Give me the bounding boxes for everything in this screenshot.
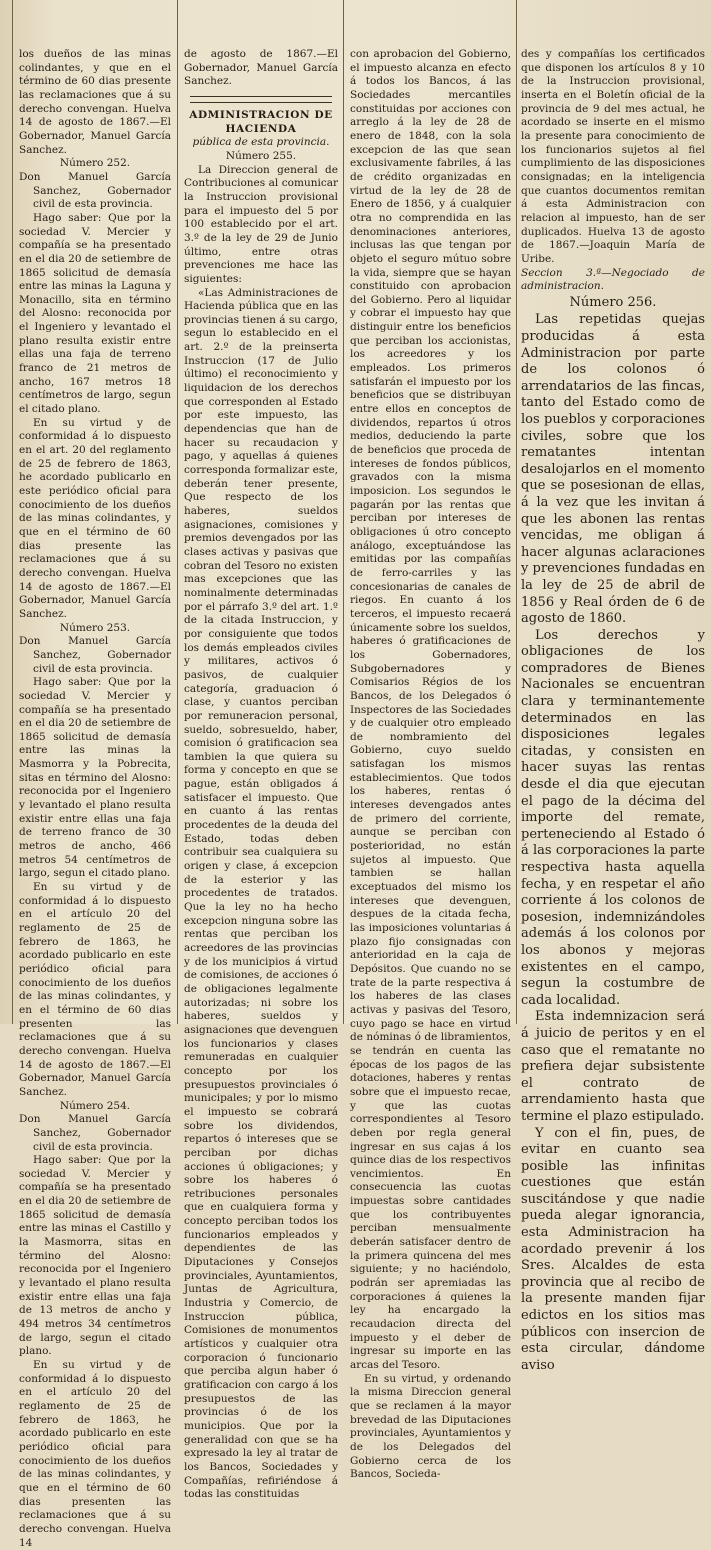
notice-number: Número 252.	[59, 157, 131, 170]
notice-number: Número 256.	[569, 294, 657, 310]
section-divider	[190, 96, 332, 103]
column-1	[19, 48, 171, 1549]
column-4-top	[521, 48, 705, 267]
column-4	[521, 48, 705, 1373]
paragraph: Las repetidas quejas producidas á esta Administracion por parte de los colonos ó arrendatarios de las fincas, tanto del Estado como de los pueblos y corporaciones civiles, sobre que los rematantes intentan desalojarlos en el momento que se posesionan de ellas, á la vez que les invitan á que les abonen las rentas vencidas, me obligan á hacer algunas aclaraciones y prevenciones fundadas en la ley de 25 de abril de 1856 y Real órden de 6 de agosto de 1860.	[521, 312, 705, 627]
notice-number: Número 254.	[59, 1099, 131, 1112]
column-rule	[516, 0, 517, 1024]
column-2-body	[184, 150, 338, 1502]
paragraph: Don Manuel García Sanchez, Gobernador civil de esta provincia.	[19, 170, 171, 211]
section-heading: ADMINISTRACION DE HACIENDA	[189, 108, 333, 135]
section-subheading: pública de esta provincia.	[192, 136, 330, 149]
paragraph: Don Manuel García Sanchez, Gobernador civil de esta provincia.	[19, 635, 171, 675]
section-title: Seccion 3.ª—Negociado de administracion.	[521, 266, 705, 293]
column-2-top	[184, 48, 338, 89]
paragraph: los dueños de las minas colindantes, y que en el término de 60 dias presente las reclamaciones que á su derecho convengan. Huelva 14 de agosto de 1867.—El Gobernador, Manuel García Sanchez.	[19, 48, 171, 156]
paragraph: Hago saber: Que por la sociedad V. Mercier y compañía se ha presentado en el dia 20 de setiembre de 1865 solicitud de demasía entre las minas la Masmorra y la Pobrecita, sitas en término del Alosno: reconocida por el Ingeniero y levantado el plano resulta existir entre ellas una faja de terreno franco de 30 metros de ancho, 466 metros 54 centímetros de largo, segun el citado plano.	[19, 676, 171, 880]
column-rule	[12, 0, 13, 1024]
notice-number: Número 255.	[225, 149, 297, 162]
paragraph: des y compañías los certificados que disponen los artículos 8 y 10 de la Instruccion provisional, inserta en el Boletín oficial de la provincia de 9 del mes actual, he acordado se inserte en el mismo la presente para conocimiento de los funcionarios sujetos al fiel cumplimiento de las disposiciones consignadas; en la inteligencia que cuantos documentos remitan á esta Administracion con relacion al impuesto, han de ser duplicados. Huelva 13 de agosto de 1867.—Joaquin María de Uribe.	[521, 48, 705, 265]
paragraph: Hago saber: Que por la sociedad V. Mercier y compañía se ha presentado en el dia 20 de setiembre de 1865 solicitud de demasía entre las minas la Laguna y Monacillo, sita en término del Alosno: reconocida por el Ingeniero y levantado el plano resulta existir entre ellas una faja de terreno franco de 21 metros de ancho, 167 metros 18 centímetros de largo, segun el citado plano.	[19, 211, 171, 416]
paragraph: Don Manuel García Sanchez, Gobernador civil de esta provincia.	[19, 1113, 171, 1153]
paragraph: La Direccion general de Contribuciones al comunicar la Instruccion provisional para el impuesto del 5 por 100 establecido por el art. 3.º de la ley de 29 de Junio último, entre otras prevenciones me hace las siguientes:	[184, 163, 338, 285]
column-rule	[343, 0, 344, 1024]
paragraph: En su virtud y de conformidad á lo dispuesto en el artículo 20 del reglamento de 25 de febrero de 1863, he acordado publicarlo en este periódico oficial para conocimiento de los dueños de las minas colindantes, y que en el término de 60 dias presenten las reclamaciones que á su derecho convengan. Huelva 14	[19, 1359, 171, 1549]
paragraph: «Las Administraciones de Hacienda pública que en las provincias tienen á su cargo, segun lo establecido en el art. 2.º de la preinserta Instruccion (17 de Julio último) el reconocimiento y liquidacion de los derechos que corresponden al Estado por este impuesto, las dependencias que han de hacer su recaudacion y pago, y aquellas á quienes corresponda formalizar este, deberán tener presente, Que respecto de los haberes, sueldos asignaciones, comisiones y premios devengados por las clases activas y pasivas que cobran del Tesoro no existen mas excepciones que las nominalmente determinadas por el párrafo 3.º del art. 1.º de la citada Instruccion, y por consiguiente que todos los demás empleados civiles y militares, activos ó pasivos, de cualquier categoría, graduacion ó clase, y cuantos perciban por remuneracion personal, sueldo, sobresueldo, haber, comision ó gratificacion sea tambien la que quiera su forma y concepto en que se pague, están obligados á satisfacer el impuesto. Que en cuanto á las rentas procedentes de la deuda del Estado, todas deben contribuir sea cualquiera su origen y clase, á excepcion de la esterior y las procedentes de tratados. Que la ley no ha hecho excepcion ninguna sobre las rentas que perciban los acreedores de las provincias y de los municipios á virtud de comisiones, de acciones ó de obligaciones legalmente autorizadas; ni sobre los haberes, sueldos y asignaciones que devenguen los funcionarios y clases remuneradas en cualquier concepto por los presupuestos provinciales ó municipales; y por lo mismo el impuesto se cobrará sobre los dividendos, repartos ó intereses que se perciban por dichas acciones ú obligaciones; y sobre los haberes ó retribuciones personales que en cualquiera forma y concepto perciban todos los funcionarios empleados y dependientes de las Diputaciones y Consejos provinciales, Ayuntamientos, Juntas de Agricultura, Industria y Comercio, de Instruccion pública, Comisiones de monumentos artísticos y cualquier otra corporacion ó funcionario que perciba algun haber ó gratificacion con cargo á los presupuestos de las provincias ó de los municipios. Que por la generalidad con que se ha expresado la ley al tratar de los Bancos, Sociedades y Compañías, refiriéndose á todas las constituidas	[184, 286, 338, 1501]
paragraph: Esta indemnizacion será á juicio de peritos y en el caso que el rematante no prefiera dejar subsistente el contrato de arrendamiento hasta que termine el plazo estipulado.	[521, 1009, 705, 1124]
paragraph: de agosto de 1867.—El Gobernador, Manuel García Sanchez.	[184, 48, 338, 88]
paragraph: Hago saber: Que por la sociedad V. Mercier y compañía se ha presentado en el dia 20 de setiembre de 1865 solicitud de demasía entre las minas el Castillo y la Masmorra, sitas en término del Alosno: reconocida por el Ingeniero y levantado el plano resulta existir entre ellas una faja de 13 metros de ancho y 494 metros 34 centímetros de largo, segun el citado plano.	[19, 1154, 171, 1358]
column-4-body	[521, 295, 705, 1375]
column-3	[350, 48, 511, 1481]
notice-number: Número 253.	[59, 621, 131, 634]
paragraph: con aprobacion del Gobierno, el impuesto alcanza en efecto á todos los Bancos, á las Sociedades mercantiles constituidas por acciones con arreglo á la ley de 28 de enero de 1848, con la sola excepcion de las que sean exclusivamente fabriles, á las de crédito organizadas en virtud de la ley de 28 de Enero de 1856, y á cualquier otra no comprendida en las denominaciones anteriores, inclusas las que tengan por objeto el seguro mútuo sobre la vida, siempre que se hayan constituido con aprobacion del Gobierno. Pero al liquidar y cobrar el impuesto hay que distinguir entre los beneficios que perciban los accionistas, los acreedores y los empleados. Los primeros satisfarán el impuesto por los beneficios que se distribuyan entre ellos en conceptos de dividendos, repartos ú otros medios, deduciendo la parte de beneficios que proceda de intereses de fondos públicos, gravados con la misma imposicion. Los segundos le pagarán por las rentas que perciban por intereses de obligaciones ú otro concepto análogo, exceptuándose las emitidas por las compañías de ferro-carriles y las concesionarias de canales de riegos. En cuanto á los terceros, el impuesto recaerá únicamente sobre los sueldos, haberes ó gratificaciones de los Gobernadores, Subgobernadores y Comisarios Régios de los Bancos, de los Delegados ó Inspectores de las Sociedades y de cualquier otro empleado de nombramiento del Gobierno, cuyo sueldo satisfagan los mismos establecimientos. Que todos los haberes, rentas ó intereses devengados antes de primero del corriente, aunque se perciban con posterioridad, no están sujetos al impuesto. Que tambien se hallan exceptuados del mismo los intereses que devenguen, despues de la citada fecha, las imposiciones voluntarias á plazo fijo consignadas con anterioridad en la caja de Depósitos. Que cuando no se trate de la parte respectiva á los haberes de las clases activas y pasivas del Tesoro, cuyo pago se hace en virtud de nóminas ó de libramientos, se tendrán en cuenta las épocas de los pagos de las dotaciones, haberes y rentas sobre que el impuesto recae, y que las cuotas correspondientes al Tesoro deben por regla general ingresar en sus cajas á los quince dias de los respectivos vencimientos. En consecuencia las cuotas impuestas sobre cantidades que los contribuyentes perciban mensualmente deberán satisfacer dentro de la primera quincena del mes siguiente; y no haciéndolo, podrán ser apremiadas las corporaciones á quienes la ley ha encargado la recaudacion directa del impuesto y el deber de ingresar su importe en las arcas del Tesoro.	[350, 48, 511, 1371]
paragraph: Y con el fin, pues, de evitar en cuanto sea posible las infinitas cuestiones que están suscitándose y que nadie pueda alegar ignorancia, esta Administracion ha acordado prevenir á los Sres. Alcaldes de esta provincia que al recibo de la presente manden fijar edictos en los sitios mas públicos con insercion de esta circular, dándome aviso	[521, 1125, 705, 1373]
column-rule	[177, 0, 178, 1024]
column-2	[184, 48, 338, 1501]
paragraph: En su virtud y de conformidad á lo dispuesto en el art. 20 del reglamento de 25 de febrero de 1863, he acordado publicarlo en este periódico oficial para conocimiento de los dueños de las minas colindantes, y que en el término de 60 dias presente las reclamaciones que á su derecho convengan. Huelva 14 de agosto de 1867.—El Gobernador, Manuel García Sanchez.	[19, 416, 171, 620]
paragraph: Los derechos y obligaciones de los compradores de Bienes Nacionales se encuentran clara y terminantemente determinados en las disposiciones legales citadas, y consisten en hacer suyas las rentas desde el dia que ejecutan el pago de la décima del importe del remate, perteneciendo al Estado ó á las corporaciones la parte respectiva hasta aquella fecha, y en respetar el año corriente á los colonos de posesion, indemnizándoles además á los colonos por los abonos y mejoras existentes en el campo, segun la costumbre de cada localidad.	[521, 627, 705, 1008]
paragraph: En su virtud, y ordenando la misma Direccion general que se reclamen á la mayor brevedad de las Diputaciones provinciales, Ayuntamientos y de los Delegados del Gobierno cerca de los Bancos, Socieda-	[350, 1372, 511, 1481]
paragraph: En su virtud y de conformidad á lo dispuesto en el artículo 20 del reglamento de 25 de febrero de 1863, he acordado publicarlo en este periódico oficial para conocimiento de los dueños de las minas colindantes, y en el término de 60 dias presenten las reclamaciones que á su derecho convengan. Huelva 14 de agosto de 1867.—El Gobernador, Manuel García Sanchez.	[19, 881, 171, 1098]
